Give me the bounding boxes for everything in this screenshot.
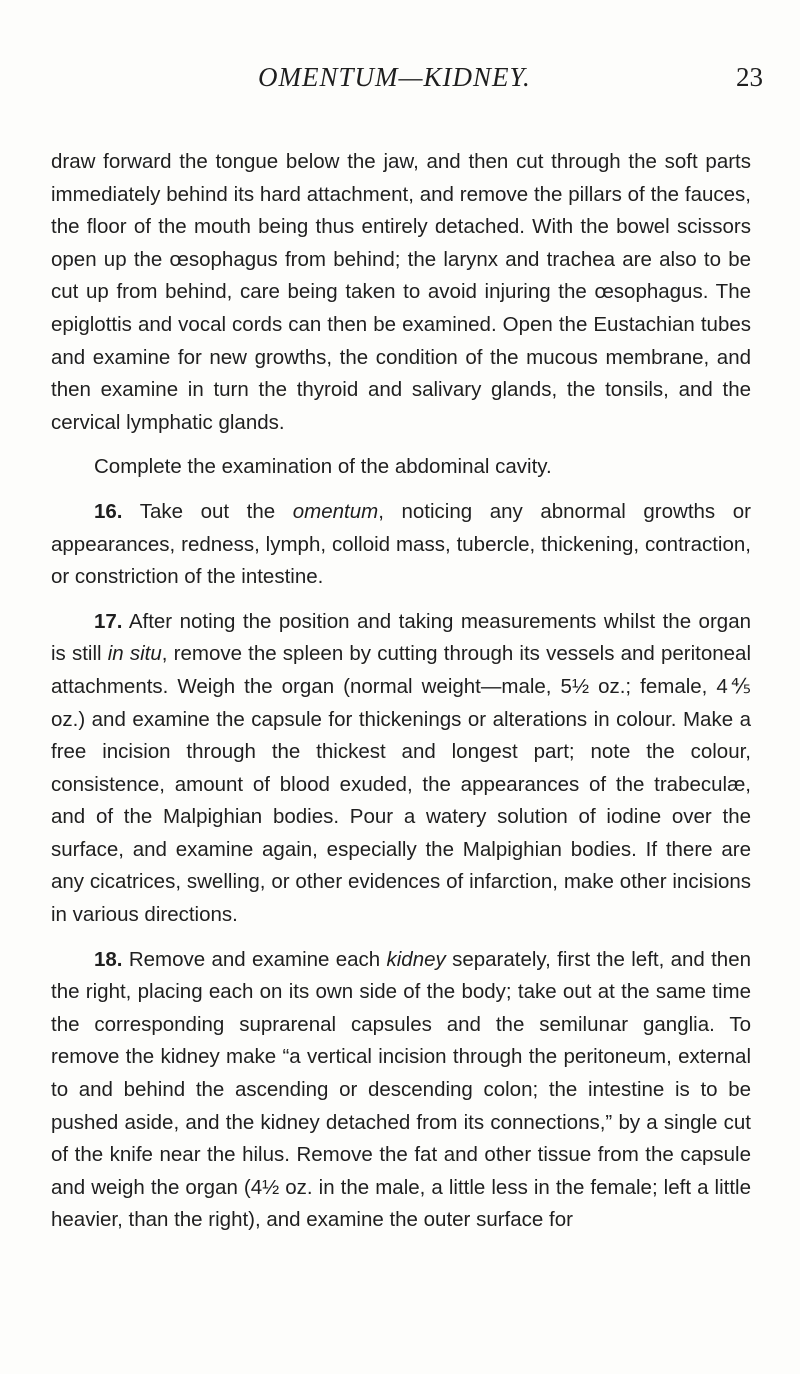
paragraph-16-omentum (51, 496, 751, 594)
italic-term-in-situ: in situ (107, 642, 162, 666)
text-segment: oz. in the male, a little less in the female; left a little heavier, than the right), and examine the outer surface for (51, 1175, 751, 1232)
weight-kidney: 4½ (250, 1175, 280, 1199)
text-segment: Remove and examine each (128, 947, 381, 971)
text-segment: , noticing any abnormal growths or appearances, redness, lymph, colloid mass, tubercle, thickening, contraction, or constriction of the intestine. (51, 499, 751, 589)
paragraph-number: 18. (94, 947, 123, 971)
running-head-title: OMENTUM—KIDNEY. (258, 62, 531, 92)
text-segment: oz.) and examine the capsule for thickenings or alterations in colour. Make a free incision through the thickest and longest part; note the colour, consistence, amount of blood exuded, the appearances of the trabeculæ, and of the Malpighian bodies. Pour a watery solution of iodine over the surface, and examine again, especially the Malpighian bodies. If there are any cicatrices, swelling, or other evidences of infarction, make other incisions in various directions. (51, 707, 751, 927)
text-segment: , remove the spleen by cutting through its vessels and peritoneal attachments. Weigh the organ (normal weight—male, (51, 642, 752, 698)
paragraph-abdominal-cavity: Complete the examination of the abdominal cavity. (94, 455, 552, 479)
body-text (51, 146, 751, 1249)
italic-term-kidney: kidney (386, 947, 446, 971)
page-number: 23 (736, 62, 763, 92)
paragraph-continuation: draw forward the tongue below the jaw, and then cut through the soft parts immediately behind its hard attachment, and remove the pillars of the fauces, the floor of the mouth being thus entirely detached. With the bowel scissors open up the œsophagus from behind; the larynx and trachea are also to be cut up from behind, care being taken to avoid injuring the œsophagus. The epiglottis and vocal cords can then be examined. Open the Eustachian tubes and examine for new growths, the condition of the mucous membrane, and then examine in turn the thyroid and salivary glands, the tonsils, and the cervical lymphatic glands. (51, 150, 751, 434)
italic-term-omentum: omentum (292, 499, 379, 523)
paragraph-number: 16. (94, 499, 123, 523)
text-segment: separately, first the left, and then the right, placing each on its own side of the body; take out at the same time the corresponding suprarenal capsules and the semilunar ganglia. To remove the kidney make “a vertical incision through the peritoneum, external to and behind the ascending or descending colon; the intestine is to be pushed aside, and the kidney detached from its connections,” by a single cut of the knife near the hilus. Remove the fat and other tissue from the capsule and weigh the organ ( (51, 947, 751, 1199)
text-segment: oz.; female, (598, 674, 708, 698)
paragraph-18-kidney (51, 944, 751, 1237)
running-head (0, 62, 800, 102)
weight-male: 5½ (560, 674, 590, 698)
text-segment: Take out the (139, 499, 276, 523)
weight-female: 4⅘ (716, 674, 752, 698)
paragraph-17-spleen (51, 606, 751, 932)
paragraph-number: 17. (94, 609, 123, 633)
text-segment: After noting the position and taking measurements whilst the organ is still (51, 609, 751, 666)
